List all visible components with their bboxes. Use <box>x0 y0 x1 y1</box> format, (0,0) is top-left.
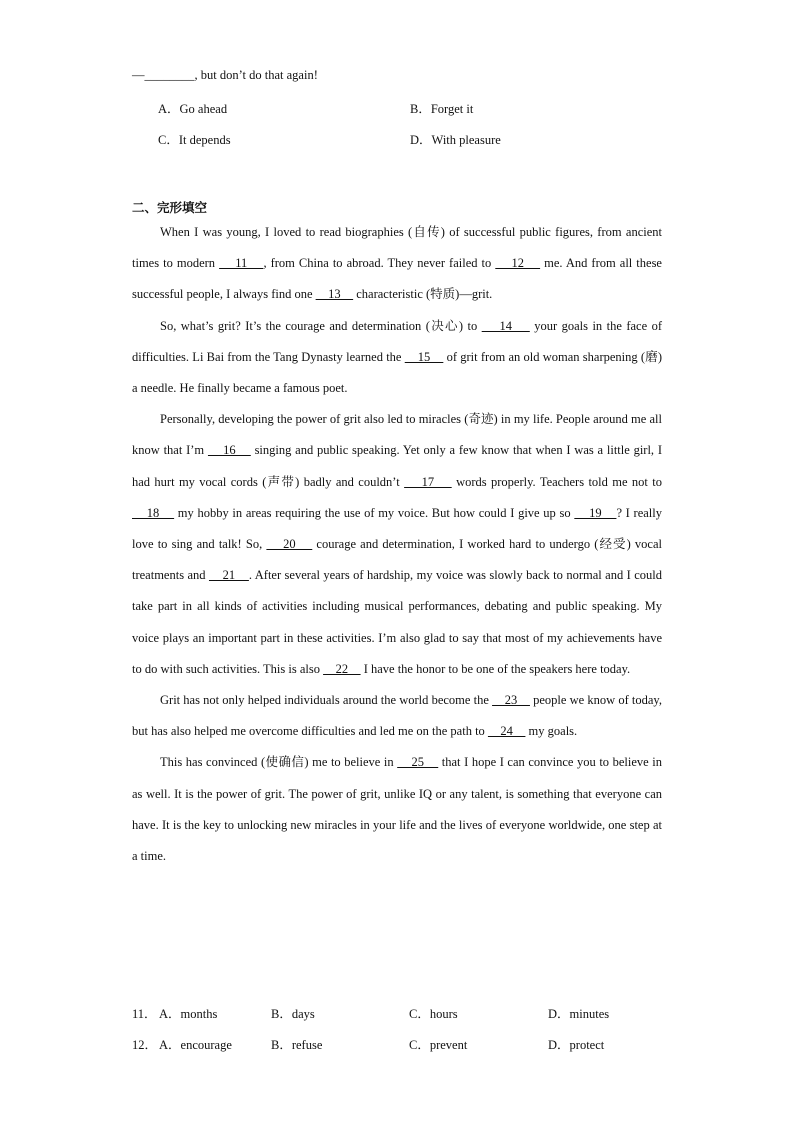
option-c: C．hours <box>409 1007 458 1021</box>
blank-19: 19 <box>574 505 617 520</box>
option-d: D．protect <box>548 1038 605 1052</box>
option-b: B．days <box>271 1007 315 1021</box>
passage-paragraph: Personally, developing the power of grit also led to miracles (奇迹) in my life. People around me all know that I’m 16 singing and public speaking. Yet only a few know that when I was a little girl, I had hurt my vocal cords (声带) badly and couldn’t 17 words properly. Teachers told me not to 18 my hobby in areas requiring the use of my voice. But how could I give up so 19 ? I really love to sing and talk! So, 20 courage and determination, I worked hard to undergo (经受) vocal treatments and 21 . After several years of hardship, my voice was slowly back to normal and I could take part in all kinds of activities including musical performances, debating and public speaking. My voice plays an important part in these activities. I’m also glad to say that most of my achievements have to do with such activities. This is also 22 I have the honor to be one of the speakers here today. <box>132 412 663 676</box>
question-row-12 <box>132 1035 662 1055</box>
blank-25: 25 <box>397 755 439 770</box>
passage-paragraph: Grit has not only helped individuals around the world become the 23 people we know of today, but has also helped me overcome difficulties and led me on the path to 24 my goals. <box>132 693 662 739</box>
passage-paragraph: This has convinced (使确信) me to believe in 25 that I hope I can convince you to believe in as well. It is the power of grit. The power of grit, unlike IQ or any talent, is something that everyone can have. It is the key to unlocking new miracles in your life and the lives of everyone worldwide, one step at a time. <box>132 755 662 864</box>
blank-12: 12 <box>495 256 541 271</box>
section-heading: 二、完形填空 <box>132 200 208 215</box>
blank-16: 16 <box>207 443 251 458</box>
question-row-11 <box>132 1004 662 1024</box>
blank-11: 11 <box>219 256 264 271</box>
question-number: 11． <box>132 1007 157 1021</box>
option-a: A．encourage <box>159 1038 232 1052</box>
option-c: C．prevent <box>409 1038 468 1052</box>
blank-18: 18 <box>132 505 175 520</box>
option-a: A．Go ahead <box>158 102 228 116</box>
question-number: 12． <box>132 1038 158 1052</box>
blank-21: 21 <box>208 568 249 583</box>
blank-13: 13 <box>315 287 354 302</box>
question-prompt: —________, but don’t do that again! <box>132 68 318 82</box>
option-a: A．months <box>159 1007 218 1021</box>
blank-22: 22 <box>323 661 361 676</box>
option-c: C．It depends <box>158 133 231 147</box>
blank-17: 17 <box>404 474 452 489</box>
blank-24: 24 <box>487 724 526 739</box>
option-d: D．minutes <box>548 1007 610 1021</box>
blank-23: 23 <box>492 693 530 708</box>
option-b: B．refuse <box>271 1038 323 1052</box>
passage-paragraph: When I was young, I loved to read biographies (自传) of successful public figures, from ancient times to modern 11 , from China to abroad. They never failed to 12 me. And from all these successful people, I always find one 13 characteristic (特质)—grit. <box>132 225 662 302</box>
option-b: B．Forget it <box>410 102 474 116</box>
blank-20: 20 <box>266 537 313 552</box>
option-d: D．With pleasure <box>410 133 501 147</box>
blank-15: 15 <box>404 349 444 364</box>
blank-14: 14 <box>481 318 530 333</box>
cloze-passage <box>132 217 662 872</box>
passage-paragraph: So, what’s grit? It’s the courage and determination (决心) to 14 your goals in the face of difficulties. Li Bai from the Tang Dynasty learned the 15 of grit from an old woman sharpening (磨) a needle. He finally became a famous poet. <box>132 318 663 396</box>
